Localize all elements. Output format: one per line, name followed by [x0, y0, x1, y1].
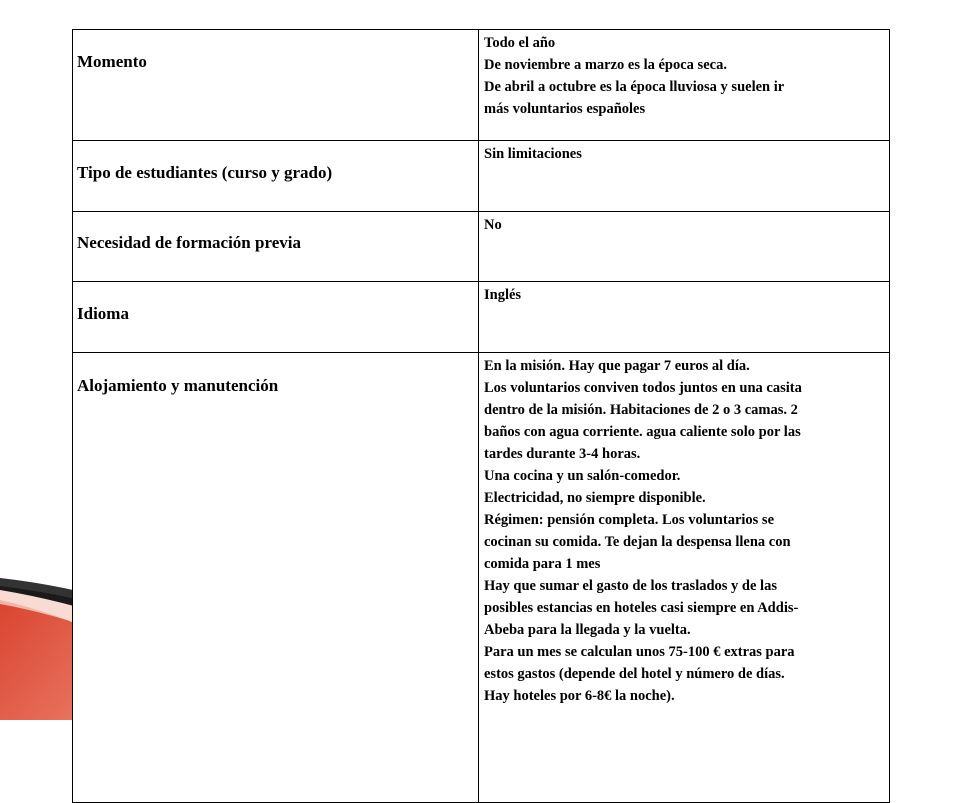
value-line: comida para 1 mes — [484, 556, 601, 572]
row-value-momento — [479, 30, 890, 141]
value-line: Sin limitaciones — [484, 146, 582, 162]
row-value-tipo-estudiantes — [479, 141, 890, 212]
value-line: Hay que sumar el gasto de los traslados y de las — [484, 578, 777, 594]
table-row — [73, 30, 890, 141]
row-label-alojamiento: Alojamiento y manutención — [73, 353, 479, 803]
row-value-alojamiento — [479, 353, 890, 803]
value-line: más voluntarios españoles — [484, 101, 646, 117]
table-row — [73, 353, 890, 803]
value-line: En la misión. Hay que pagar 7 euros al día. — [484, 358, 750, 374]
value-line: tardes durante 3-4 horas. — [484, 446, 641, 462]
value-line: posibles estancias en hoteles casi siempre en Addis- — [484, 600, 799, 616]
value-line: No — [484, 217, 502, 233]
row-value-idioma — [479, 282, 890, 353]
value-line: Una cocina y un salón-comedor. — [484, 468, 681, 484]
value-line: De abril a octubre es la época lluviosa y suelen ir — [484, 79, 785, 95]
value-line: cocinan su comida. Te dejan la despensa llena con — [484, 534, 791, 550]
info-table — [72, 29, 890, 803]
value-line: Los voluntarios conviven todos juntos en una casita — [484, 380, 802, 396]
value-line: De noviembre a marzo es la época seca. — [484, 57, 727, 73]
table-row — [73, 282, 890, 353]
value-line: Inglés — [484, 287, 522, 303]
value-line: Abeba para la llegada y la vuelta. — [484, 622, 691, 638]
value-line: baños con agua corriente. agua caliente solo por las — [484, 424, 801, 440]
value-line: Hay hoteles por 6-8€ la noche). — [484, 688, 675, 704]
row-label-formacion-previa: Necesidad de formación previa — [73, 212, 479, 282]
row-label-momento: Momento — [73, 30, 479, 141]
row-label-tipo-estudiantes: Tipo de estudiantes (curso y grado) — [73, 141, 479, 212]
value-line: dentro de la misión. Habitaciones de 2 o 3 camas. 2 — [484, 402, 798, 418]
value-line: Régimen: pensión completa. Los voluntarios se — [484, 512, 774, 528]
table-row — [73, 212, 890, 282]
value-line: Electricidad, no siempre disponible. — [484, 490, 706, 506]
value-line: Para un mes se calculan unos 75-100 € extras para — [484, 644, 795, 660]
value-line: estos gastos (depende del hotel y número de días. — [484, 666, 785, 682]
value-line: Todo el año — [484, 35, 556, 51]
row-value-formacion-previa — [479, 212, 890, 282]
table-row — [73, 141, 890, 212]
row-label-idioma: Idioma — [73, 282, 479, 353]
